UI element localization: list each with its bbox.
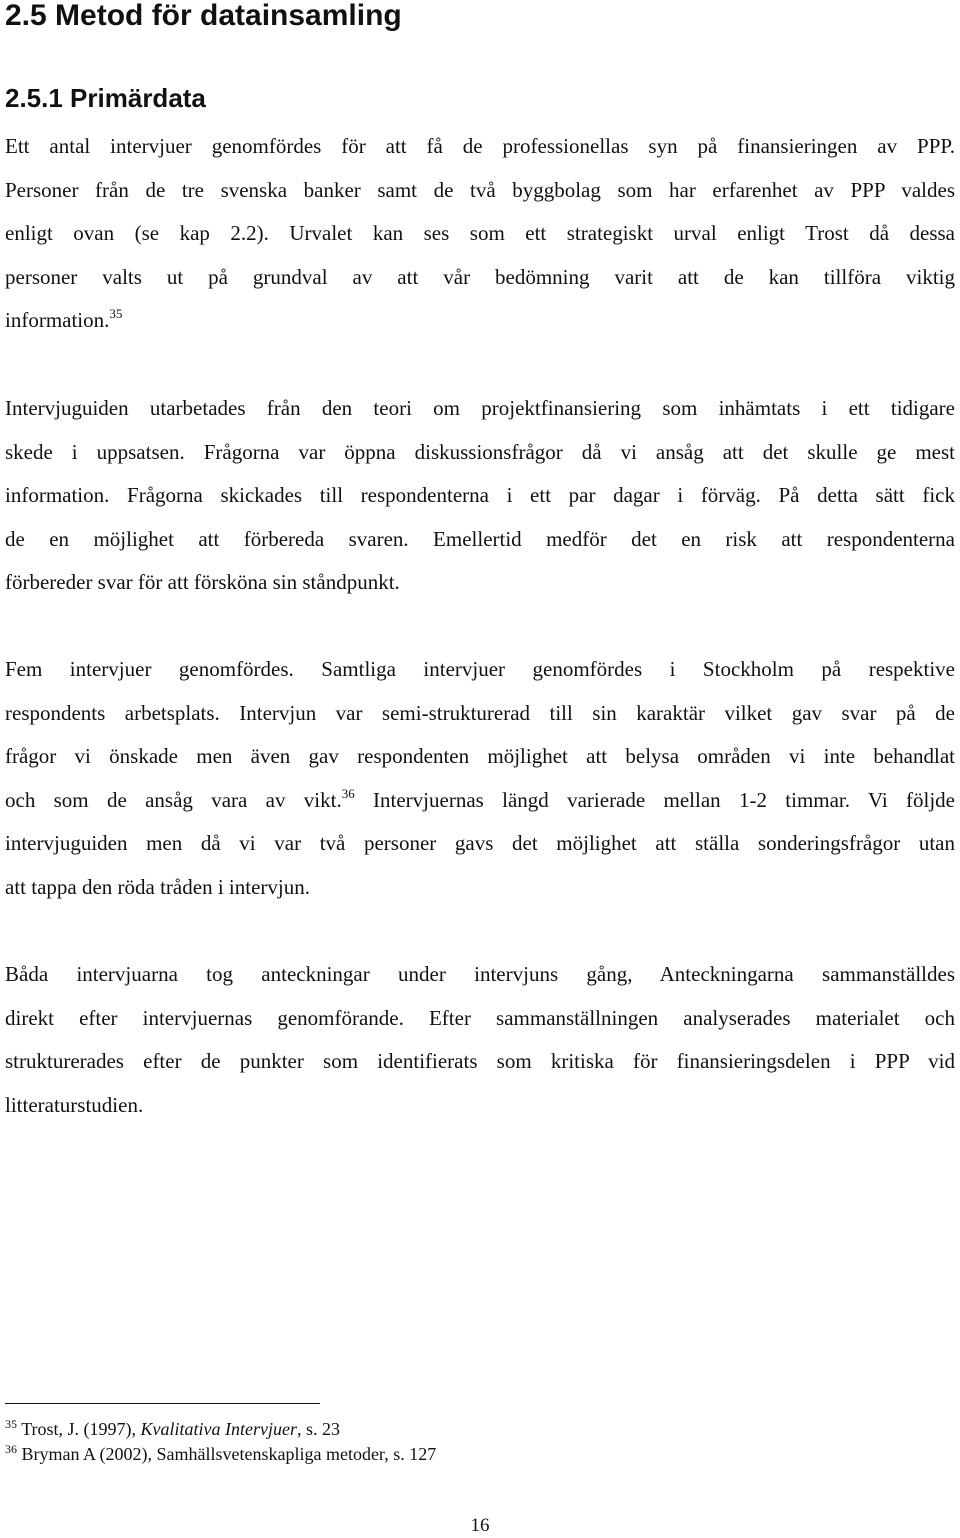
text-line: frågor vi önskade men även gav respondenten möjlighet att belysa områden vi inte behandlat bbox=[5, 744, 955, 768]
text-line: att tappa den röda tråden i intervjun. bbox=[5, 874, 310, 899]
footnote-text: , s. 23 bbox=[297, 1419, 341, 1439]
text-line: intervjuguiden men då vi var två personer gavs det möjlighet att ställa sonderingsfrågor utan bbox=[5, 831, 955, 855]
text-line: information. Frågorna skickades till respondenterna i ett par dagar i förväg. På detta sätt fick bbox=[5, 483, 955, 507]
text-fragment: och som de ansåg vara av vikt. bbox=[5, 787, 342, 812]
footnote-35 bbox=[5, 1417, 340, 1441]
text-line: respondents arbetsplats. Intervjun var semi-strukturerad till sin karaktär vilket gav svar på de bbox=[5, 700, 955, 725]
text-line: Personer från de tre svenska banker samt de två byggbolag som har erfarenhet av PPP valdes bbox=[5, 177, 955, 202]
text-line: Fem intervjuer genomfördes. Samtliga intervjuer genomfördes i Stockholm på respektive bbox=[5, 657, 955, 681]
footnote-text: Trost, J. (1997), bbox=[21, 1419, 141, 1439]
paragraph-1 bbox=[5, 125, 955, 343]
text-line: strukturerades efter de punkter som identifierats som kritiska för finansieringsdelen i PPP vid bbox=[5, 1049, 955, 1073]
text-line: personer valts ut på grundval av att vår bedömning varit att de kan tillföra viktig bbox=[5, 264, 955, 289]
text-line: Intervjuguiden utarbetades från den teori om projektfinansiering som inhämtats i ett tidigare bbox=[5, 396, 955, 420]
subsection-heading: 2.5.1 Primärdata bbox=[5, 83, 206, 113]
text-line bbox=[5, 779, 955, 823]
footnote-36 bbox=[5, 1442, 436, 1466]
section-heading: 2.5 Metod för datainsamling bbox=[5, 0, 402, 32]
paragraph-3 bbox=[5, 648, 955, 909]
text-line: enligt ovan (se kap 2.2). Urvalet kan ses som ett strategiskt urval enligt Trost då dessa bbox=[5, 221, 955, 245]
footnote-text: Bryman A (2002), Samhällsvetenskapliga metoder, s. 127 bbox=[21, 1444, 437, 1464]
footnote-number: 35 bbox=[5, 1417, 17, 1431]
text-line: Båda intervjuarna tog anteckningar under intervjuns gång, Anteckningarna sammanställdes bbox=[5, 962, 955, 986]
text-fragment: Intervjuernas längd varierade mellan 1-2 timmar. Vi följde bbox=[354, 787, 955, 812]
footnote-separator bbox=[5, 1403, 320, 1404]
text-line: förbereder svar för att försköna sin ståndpunkt. bbox=[5, 570, 400, 594]
footnote-ref-35: 35 bbox=[109, 306, 123, 321]
paragraph-2 bbox=[5, 387, 955, 605]
text-line bbox=[5, 299, 955, 343]
text-line: de en möjlighet att förbereda svaren. Emellertid medför det en risk att respondenterna bbox=[5, 526, 955, 551]
footnote-ref-36: 36 bbox=[341, 785, 355, 801]
text-line: direkt efter intervjuernas genomförande. Efter sammanställningen analyserades materialet och bbox=[5, 1005, 955, 1030]
footnote-number: 36 bbox=[5, 1442, 17, 1456]
footnote-title: Kvalitativa Intervjuer bbox=[140, 1419, 298, 1439]
text-line: litteraturstudien. bbox=[5, 1092, 144, 1117]
text-fragment: information. bbox=[5, 308, 110, 332]
paragraph-4 bbox=[5, 953, 955, 1127]
page-number: 16 bbox=[470, 1515, 490, 1536]
text-line: Ett antal intervjuer genomfördes för att få de professionellas syn på finansieringen av PPP. bbox=[5, 134, 955, 158]
text-line: skede i uppsatsen. Frågorna var öppna diskussionsfrågor då vi ansåg att det skulle ge mest bbox=[5, 439, 955, 464]
